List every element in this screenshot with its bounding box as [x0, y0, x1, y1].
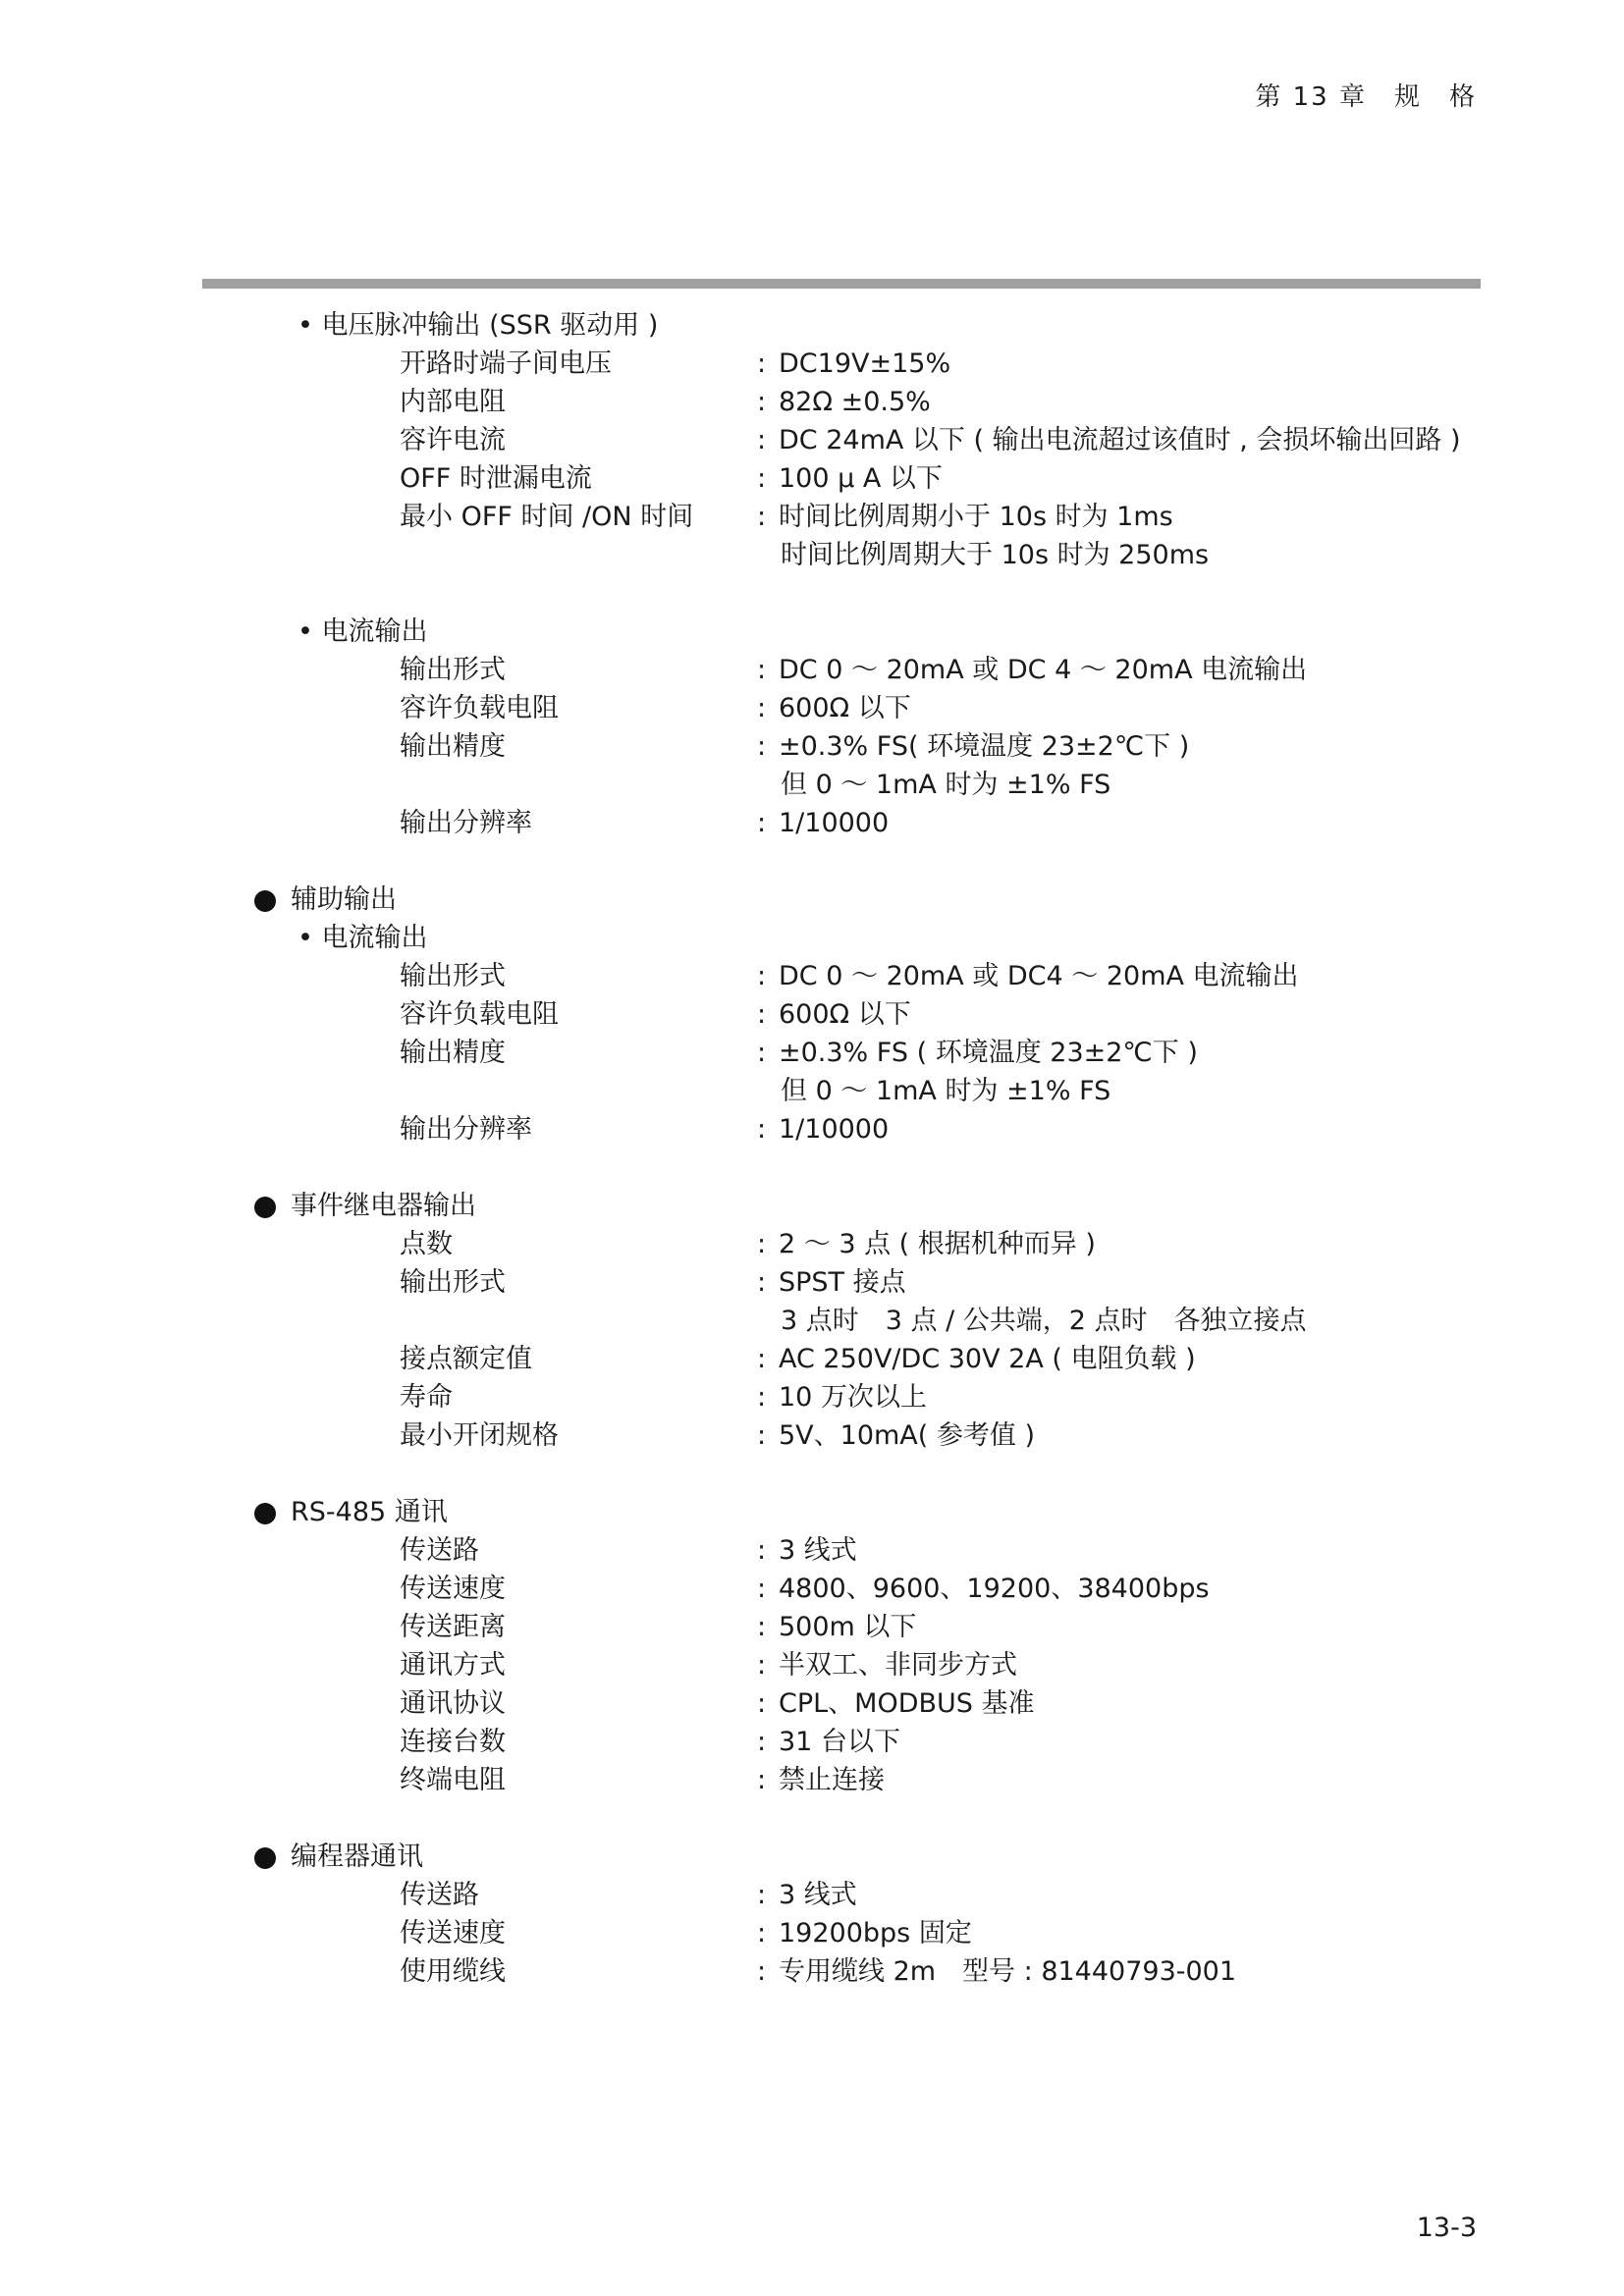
spec-content — [0, 306, 1624, 1991]
spec-value: 3 点时 3 点 / 公共端，2 点时 各独立接点 — [781, 1306, 1307, 1336]
spec-label: 输出精度 — [400, 731, 506, 762]
spec-row — [0, 383, 1624, 421]
spec-label: 终端电阻 — [400, 1765, 506, 1795]
spec-value-wrap — [757, 1340, 1196, 1378]
spec-value: SPST 接点 — [779, 1267, 906, 1298]
spec-colon: : — [757, 1038, 767, 1068]
spec-label: 最小 OFF 时间 /ON 时间 — [400, 502, 694, 532]
spec-row-continuation — [0, 1302, 1624, 1340]
spec-value-wrap — [757, 498, 1173, 536]
spec-value: 3 线式 — [779, 1880, 857, 1910]
spacer — [0, 1148, 1624, 1187]
spec-row — [0, 1608, 1624, 1646]
spec-value: 100 μ A 以下 — [779, 463, 943, 494]
spec-value-wrap — [757, 1761, 885, 1799]
spec-row — [0, 1876, 1624, 1914]
spec-row — [0, 689, 1624, 727]
spacer — [0, 1799, 1624, 1838]
spec-colon: : — [757, 1267, 767, 1298]
spec-value: 禁止连接 — [779, 1765, 885, 1795]
spec-colon: : — [757, 348, 767, 379]
spec-label: 通讯协议 — [400, 1688, 506, 1719]
spec-value: 但 0 ～ 1mA 时为 ±1% FS — [781, 1076, 1111, 1106]
spec-label: 输出形式 — [400, 1267, 506, 1298]
spec-colon: : — [757, 1880, 767, 1910]
spec-row — [0, 1761, 1624, 1799]
spec-row — [0, 1225, 1624, 1263]
spec-label: 输出形式 — [400, 655, 506, 685]
spec-label: 传送路 — [400, 1535, 479, 1566]
subsection-heading — [0, 306, 1624, 345]
subsection-heading — [0, 613, 1624, 651]
section-title: 事件继电器输出 — [291, 1191, 476, 1221]
bullet-icon — [254, 890, 276, 912]
spec-row — [0, 1531, 1624, 1570]
spec-label: 传送速度 — [400, 1918, 506, 1949]
spec-row — [0, 804, 1624, 842]
section-heading — [0, 1187, 1624, 1225]
spec-colon: : — [757, 1650, 767, 1681]
spec-label: 开路时端子间电压 — [400, 348, 612, 379]
spec-value: ±0.3% FS ( 环境温度 23±2℃下 ) — [779, 1038, 1198, 1068]
spec-colon: : — [757, 999, 767, 1030]
spec-value: 时间比例周期大于 10s 时为 250ms — [781, 540, 1210, 570]
spec-value: 500m 以下 — [779, 1612, 917, 1642]
spec-row — [0, 459, 1624, 498]
section-heading — [0, 881, 1624, 919]
subsection-title: • 电压脉冲输出 (SSR 驱动用 ) — [298, 310, 659, 341]
spec-label: 内部电阻 — [400, 387, 506, 417]
spec-colon: : — [757, 808, 767, 838]
spec-row — [0, 498, 1624, 536]
spec-row — [0, 1684, 1624, 1723]
spec-value: 3 线式 — [779, 1535, 857, 1566]
spec-label: 容许电流 — [400, 425, 506, 455]
spec-row — [0, 1340, 1624, 1378]
spec-value: 600Ω 以下 — [779, 999, 911, 1030]
spec-value-wrap — [757, 1876, 857, 1914]
spec-label: 输出精度 — [400, 1038, 506, 1068]
spec-value: DC 0 ～ 20mA 或 DC4 ～ 20mA 电流输出 — [779, 961, 1299, 991]
spec-value-wrap — [757, 1263, 906, 1302]
subsection-heading — [0, 919, 1624, 957]
spec-row — [0, 1110, 1624, 1148]
spec-value: 82Ω ±0.5% — [779, 387, 931, 417]
spec-value: CPL、MODBUS 基准 — [779, 1688, 1035, 1719]
spec-value: DC19V±15% — [779, 348, 951, 379]
spec-colon: : — [757, 1382, 767, 1413]
spec-label: 传送路 — [400, 1880, 479, 1910]
spec-label: 传送距离 — [400, 1612, 506, 1642]
spec-value-wrap — [757, 727, 1189, 766]
spec-label: 使用缆线 — [400, 1956, 506, 1987]
spec-value-wrap — [757, 1914, 972, 1952]
section-title: 编程器通讯 — [291, 1842, 423, 1872]
spec-value-wrap — [757, 651, 1307, 689]
spec-value: 1/10000 — [779, 808, 890, 838]
spec-value-wrap — [757, 383, 931, 421]
spec-row — [0, 1263, 1624, 1302]
spec-value-wrap — [757, 1378, 927, 1416]
spec-value-wrap — [757, 1110, 889, 1148]
spec-value-wrap — [757, 1952, 1236, 1991]
spec-value-wrap — [757, 1570, 1210, 1608]
spacer — [0, 842, 1624, 881]
spec-label: 点数 — [400, 1229, 453, 1259]
spec-value: 专用缆线 2m 型号 : 81440793-001 — [779, 1956, 1237, 1987]
section-heading — [0, 1838, 1624, 1876]
spec-row — [0, 727, 1624, 766]
spec-value: DC 24mA 以下 ( 输出电流超过该值时 , 会损坏输出回路 ) — [779, 425, 1461, 455]
spec-value: 600Ω 以下 — [779, 693, 911, 723]
spec-row — [0, 421, 1624, 459]
spec-colon: : — [757, 731, 767, 762]
spec-value: AC 250V/DC 30V 2A ( 电阻负载 ) — [779, 1344, 1196, 1374]
spec-label: 传送速度 — [400, 1574, 506, 1604]
spec-value-wrap — [757, 689, 911, 727]
spec-value-wrap — [757, 1646, 1017, 1684]
spec-value: 19200bps 固定 — [779, 1918, 972, 1949]
spec-label: 容许负载电阻 — [400, 999, 559, 1030]
section-heading — [0, 1493, 1624, 1531]
spec-label: 寿命 — [400, 1382, 453, 1413]
spec-value: 半双工、非同步方式 — [779, 1650, 1017, 1681]
spec-colon: : — [757, 1765, 767, 1795]
bullet-icon — [254, 1847, 276, 1869]
spec-row-continuation — [0, 1072, 1624, 1110]
spec-row — [0, 1723, 1624, 1761]
spec-value: 4800、9600、19200、38400bps — [779, 1574, 1210, 1604]
spec-value-wrap — [757, 1608, 916, 1646]
spec-colon: : — [757, 655, 767, 685]
spec-colon: : — [757, 1229, 767, 1259]
spec-colon: : — [757, 1114, 767, 1145]
spec-colon: : — [757, 1612, 767, 1642]
spec-row — [0, 1416, 1624, 1455]
spec-label: 接点额定值 — [400, 1344, 532, 1374]
section-title: RS-485 通讯 — [291, 1497, 448, 1527]
spec-colon: : — [757, 693, 767, 723]
spec-value-wrap — [757, 995, 911, 1034]
spec-row-continuation — [0, 536, 1624, 574]
spec-colon: : — [757, 502, 767, 532]
spec-value: 1/10000 — [779, 1114, 890, 1145]
spec-value-wrap — [757, 1034, 1198, 1072]
spec-label: OFF 时泄漏电流 — [400, 463, 592, 494]
spec-row — [0, 957, 1624, 995]
spec-row — [0, 1378, 1624, 1416]
spec-row — [0, 1952, 1624, 1991]
spec-row — [0, 995, 1624, 1034]
spec-label: 容许负载电阻 — [400, 693, 559, 723]
spec-row — [0, 1646, 1624, 1684]
spec-row — [0, 345, 1624, 383]
spec-label: 输出形式 — [400, 961, 506, 991]
subsection-title: • 电流输出 — [298, 923, 428, 953]
page-number: 13-3 — [1416, 2213, 1477, 2243]
spec-colon: : — [757, 1574, 767, 1604]
spec-value: 时间比例周期小于 10s 时为 1ms — [779, 502, 1173, 532]
spec-value: 2 ～ 3 点 ( 根据机种而异 ) — [779, 1229, 1096, 1259]
spec-value: 5V、10mA( 参考值 ) — [779, 1420, 1036, 1451]
spec-row — [0, 1034, 1624, 1072]
spec-colon: : — [757, 1956, 767, 1987]
spec-colon: : — [757, 463, 767, 494]
spec-colon: : — [757, 1688, 767, 1719]
spec-value-wrap — [757, 1225, 1096, 1263]
spec-row — [0, 1570, 1624, 1608]
subsection-title: • 电流输出 — [298, 616, 428, 647]
spec-label: 最小开闭规格 — [400, 1420, 559, 1451]
bullet-icon — [254, 1503, 276, 1524]
spec-row-continuation — [0, 766, 1624, 804]
spec-colon: : — [757, 961, 767, 991]
spec-colon: : — [757, 1344, 767, 1374]
spec-colon: : — [757, 1727, 767, 1757]
spec-colon: : — [757, 1918, 767, 1949]
spec-value: 10 万次以上 — [779, 1382, 927, 1413]
spec-value: DC 0 ～ 20mA 或 DC 4 ～ 20mA 电流输出 — [779, 655, 1308, 685]
spec-value-wrap — [757, 459, 943, 498]
spacer — [0, 574, 1624, 613]
spec-label: 输出分辨率 — [400, 1114, 532, 1145]
spec-value-wrap — [757, 957, 1299, 995]
bullet-icon — [254, 1197, 276, 1218]
spec-label: 通讯方式 — [400, 1650, 506, 1681]
spec-colon: : — [757, 1420, 767, 1451]
spec-value-wrap — [757, 421, 1461, 459]
spec-label: 连接台数 — [400, 1727, 506, 1757]
spec-value-wrap — [757, 1684, 1035, 1723]
spec-value: 31 台以下 — [779, 1727, 900, 1757]
spec-value-wrap — [757, 1416, 1035, 1455]
chapter-header: 第 13 章 规 格 — [1255, 82, 1477, 112]
spec-value: ±0.3% FS( 环境温度 23±2℃下 ) — [779, 731, 1190, 762]
spec-label: 输出分辨率 — [400, 808, 532, 838]
spec-colon: : — [757, 425, 767, 455]
spec-row — [0, 651, 1624, 689]
spec-value-wrap — [757, 804, 889, 842]
spec-value-wrap — [757, 345, 950, 383]
spec-value-wrap — [757, 1723, 900, 1761]
section-title: 辅助输出 — [291, 884, 397, 915]
spec-value: 但 0 ～ 1mA 时为 ±1% FS — [781, 770, 1111, 800]
spacer — [0, 1455, 1624, 1493]
spec-row — [0, 1914, 1624, 1952]
header-divider — [202, 279, 1481, 289]
spec-colon: : — [757, 387, 767, 417]
spec-value-wrap — [757, 1531, 857, 1570]
spec-colon: : — [757, 1535, 767, 1566]
